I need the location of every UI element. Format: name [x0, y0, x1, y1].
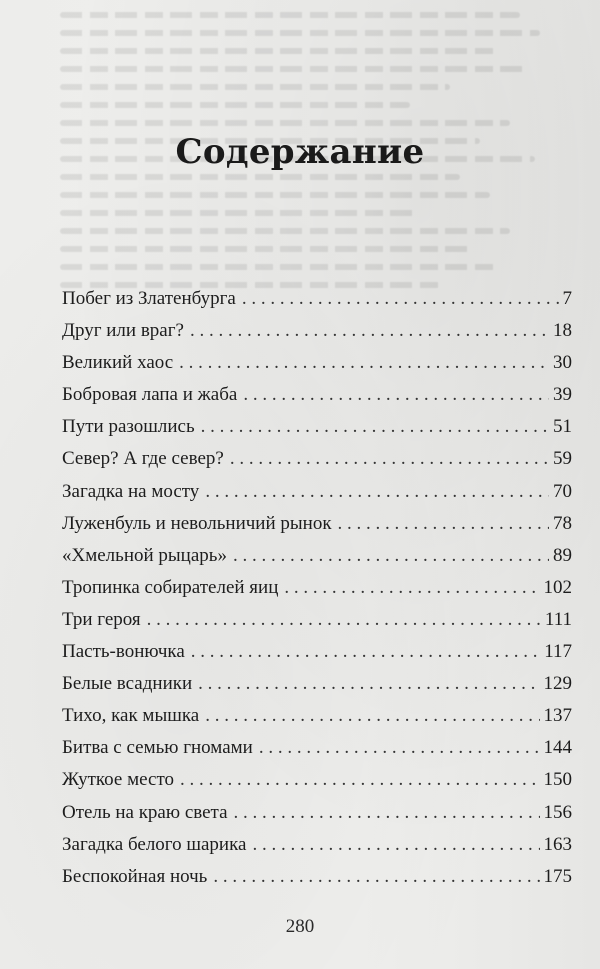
dot-leader [338, 508, 549, 540]
toc-entry-title: Три героя [62, 608, 141, 630]
dot-leader [213, 861, 539, 893]
toc-entry-title: Пути разошлись [62, 416, 195, 438]
toc-entry [62, 379, 572, 411]
toc-entry-page: 163 [543, 833, 572, 855]
toc-entry-title: Север? А где север? [62, 448, 224, 470]
toc-entry [62, 700, 572, 732]
toc-entry [62, 861, 572, 893]
toc-entry [62, 636, 572, 668]
toc-entry-page: 129 [543, 673, 572, 695]
toc-entry-title: Загадка белого шарика [62, 833, 247, 855]
toc-entry [62, 315, 572, 347]
toc-entry-page: 137 [543, 705, 572, 727]
dot-leader [252, 829, 539, 861]
toc-entry-page: 30 [553, 352, 572, 374]
toc-entry [62, 283, 572, 315]
toc-entry-title: Жуткое место [62, 769, 174, 791]
toc-entry-page: 117 [544, 641, 572, 663]
toc-entry-title: Загадка на мосту [62, 480, 200, 502]
toc-entry-title: Тропинка собирателей яиц [62, 576, 279, 598]
toc-entry [62, 764, 572, 796]
toc-entry [62, 508, 572, 540]
dot-leader [205, 700, 539, 732]
toc-entry-page: 18 [553, 320, 572, 342]
page-title: Содержание [175, 132, 425, 172]
dot-leader [233, 540, 549, 572]
toc-entry [62, 604, 572, 636]
toc-entry [62, 668, 572, 700]
toc-entry-page: 39 [553, 384, 572, 406]
toc-entry-title: Великий хаос [62, 352, 174, 374]
dot-leader [147, 604, 541, 636]
toc-entry-page: 59 [553, 448, 572, 470]
toc-entry-page: 78 [553, 512, 572, 534]
toc-entry-title: Отель на краю света [62, 801, 228, 823]
toc-entry-title: Тихо, как мышка [62, 705, 200, 727]
page-number: 280 [285, 916, 315, 937]
toc-entry [62, 347, 572, 379]
dot-leader [198, 668, 539, 700]
dot-leader [190, 315, 549, 347]
toc-entry-page: 144 [543, 737, 572, 759]
toc-entry [62, 540, 572, 572]
toc-entry [62, 829, 572, 861]
toc-entry-page: 89 [553, 544, 572, 566]
dot-leader [230, 443, 549, 475]
toc-entry-title: «Хмельной рыцарь» [62, 544, 227, 566]
dot-leader [243, 379, 549, 411]
toc-entry [62, 572, 572, 604]
toc-entry-page: 150 [543, 769, 572, 791]
toc-entry-page: 111 [544, 608, 572, 630]
toc-entry [62, 476, 572, 508]
toc-entry [62, 443, 572, 475]
toc-entry-title: Пасть-вонючка [62, 641, 185, 663]
toc-entry-title: Бобровая лапа и жаба [62, 384, 238, 406]
toc-entry-page: 70 [553, 480, 572, 502]
toc-entry-page: 175 [543, 865, 572, 887]
toc-entry-title: Луженбуль и невольничий рынок [62, 512, 332, 534]
toc-entry [62, 411, 572, 443]
toc-entry-title: Белые всадники [62, 673, 193, 695]
toc-entry-title: Друг или враг? [62, 320, 184, 342]
table-of-contents [62, 283, 572, 893]
dot-leader [284, 572, 539, 604]
dot-leader [242, 283, 559, 315]
toc-entry-page: 102 [543, 576, 572, 598]
toc-entry-title: Битва с семью гномами [62, 737, 253, 759]
toc-entry-page: 156 [543, 801, 572, 823]
dot-leader [179, 347, 549, 379]
dot-leader [205, 476, 549, 508]
toc-entry [62, 732, 572, 764]
dot-leader [234, 797, 540, 829]
dot-leader [180, 764, 540, 796]
dot-leader [201, 411, 549, 443]
toc-entry-page: 7 [562, 288, 572, 309]
toc-entry-title: Побег из Златенбурга [62, 288, 236, 309]
toc-entry-page: 51 [553, 416, 572, 438]
dot-leader [191, 636, 540, 668]
toc-entry-title: Беспокойная ночь [62, 865, 208, 887]
dot-leader [259, 732, 540, 764]
toc-entry [62, 797, 572, 829]
